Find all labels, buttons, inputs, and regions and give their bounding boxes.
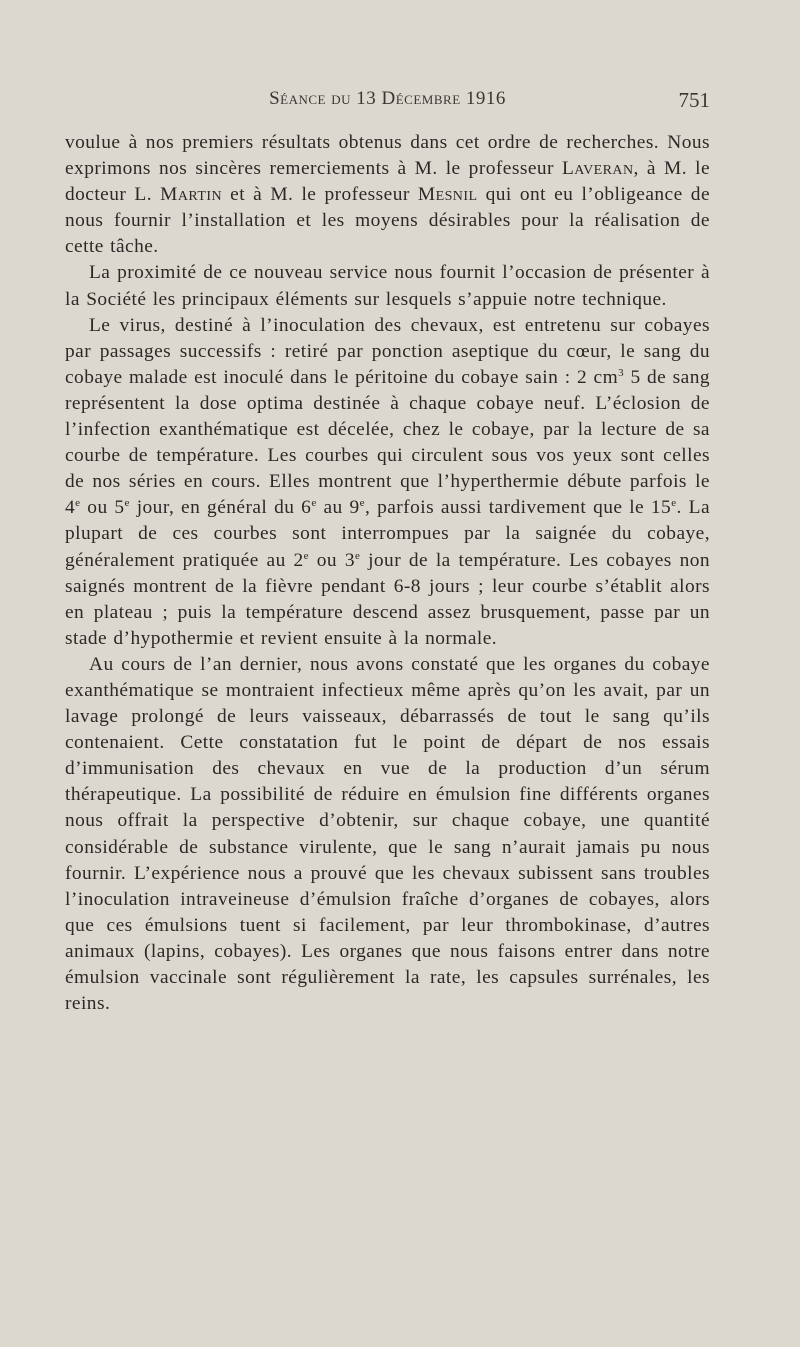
text-run: et à M. le professeur <box>222 184 418 206</box>
superscript: e <box>303 549 309 562</box>
text-run: , parfois aussi tardivement que le 15 <box>364 497 672 519</box>
text-run: La proximité de ce nouveau service nous fournit l’occasion de présenter à la Société les principaux éléments sur lesquels s’appuie notre technique. <box>65 262 710 310</box>
superscript: 3 <box>618 366 625 379</box>
text-run: Au cours de l’an dernier, nous avons constaté que les organes du cobaye exanthématique se montraient infectieux même après qu’on les avait, par un lavage prolongé de leurs vaisseaux, débarrassés de tout le sang qu’ils contenaient. Cette constatation fut le point de départ de nos essais d’immunisation des chevaux en vue de la production d’un sérum thérapeutique. La possibilité de réduire en émulsion fine différents organes nous offrait la perspective d’obtenir, sur chaque cobaye, une quantité considérable de substance virulente, que le sang n’aurait jamais pu nous fournir. L’expérience nous a prouvé que les chevaux subissent sans troubles l’inoculation intraveineuse d’émulsion fraîche d’organes de cobayes, alors que ces émulsions tuent si facilement, par leur thrombokinase, d’autres animaux (lapins, cobayes). Les organes que nous faisons entrer dans notre émulsion vaccinale sont régulièrement la rate, les capsules surrénales, les reins. <box>65 653 710 1015</box>
running-title: Séance du 13 Décembre 1916 <box>269 88 506 109</box>
paragraph-4 <box>65 652 710 1017</box>
body-text <box>65 130 710 1017</box>
text-run: jour de la température. Les cobayes non saignés montrent de la fièvre pendant 6-8 jours ; leur courbe s’établit alors en plateau ; puis la température descend assez brusquement, passe par un stade d’hypothermie et revient ensuite à la normale. <box>65 549 711 649</box>
superscript: e <box>354 549 361 562</box>
text-run: 5 de sang représentent la dose optima destinée à chaque cobaye neuf. L’éclosion de l’infection exanthématique est décelée, chez le cobaye, par la lecture de sa courbe de température. Les courbes qui circulent sous vos yeux sont celles de nos séries en cours. Elles montrent que l’hyperthermie débute parfois le 4 <box>65 366 710 519</box>
superscript: e <box>671 497 677 510</box>
proper-name: Mesnil <box>417 184 478 206</box>
text-run: ou 3 <box>309 549 355 571</box>
text-run: . La plupart de ces courbes sont interrompues par la saignée du cobaye, généralement pratiquée au 2 <box>65 497 710 571</box>
text-run: au 9 <box>316 497 360 519</box>
proper-name: Martin <box>160 184 223 206</box>
superscript: e <box>311 497 317 510</box>
page-number: 751 <box>678 88 710 112</box>
text-run: ou 5 <box>80 497 125 519</box>
text-run: jour, en général du 6 <box>129 497 312 519</box>
proper-name: Laveran <box>562 158 634 180</box>
superscript: e <box>359 497 365 510</box>
text-run: qui ont eu l’obligeance de nous fournir l’installation et les moyens désirables pour la réalisation de cette tâche. <box>65 184 710 258</box>
paragraph-3 <box>65 313 710 652</box>
paragraph-1 <box>65 130 710 260</box>
paragraph-2 <box>65 260 710 312</box>
text-run: Le virus, destiné à l’inoculation des chevaux, est entretenu sur cobayes par passages successifs : retiré par ponction aseptique du cœur, le sang du cobaye malade est inoculé dans le péritoine du cobaye sain : 2 cm <box>65 314 710 388</box>
running-head <box>65 88 710 118</box>
superscript: e <box>124 497 130 510</box>
text-run: , à M. le docteur L. <box>65 158 710 206</box>
text-run: voulue à nos premiers résultats obtenus dans cet ordre de recherches. Nous exprimons nos sincères remerciements à M. le professeur <box>65 132 710 180</box>
superscript: e <box>75 497 81 510</box>
